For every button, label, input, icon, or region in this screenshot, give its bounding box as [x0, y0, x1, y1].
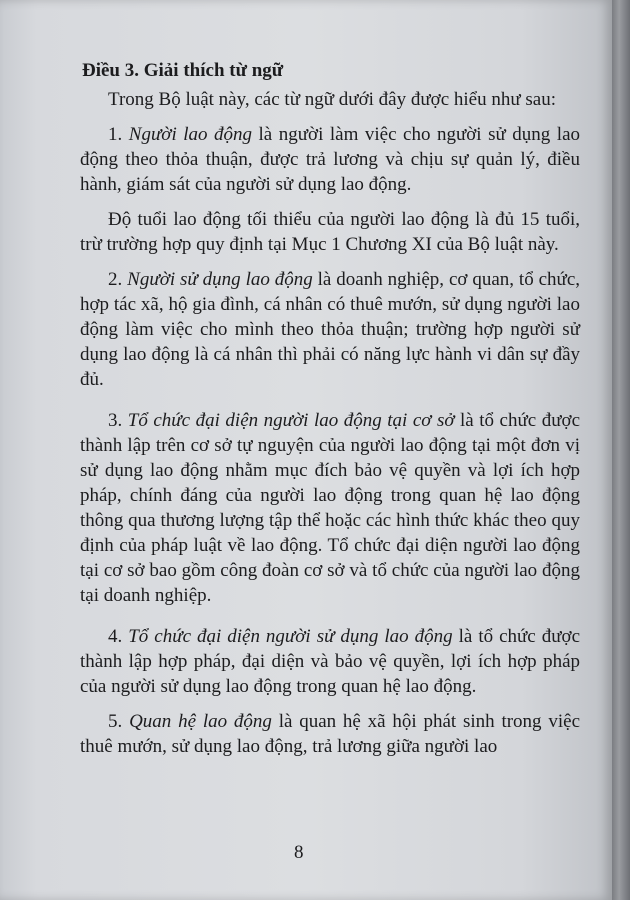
definition-text: là quan hệ xã hội phát sinh trong việc thuê mướn, sử dụng lao động, trả lương giữa người lao [80, 711, 580, 757]
defined-term: Quan hệ lao động [129, 711, 272, 732]
definition-5 [80, 709, 580, 759]
defined-term: Tổ chức đại diện người sử dụng lao động [128, 626, 453, 647]
book-spine-edge [612, 0, 630, 900]
item-prefix: 3. [108, 410, 128, 431]
definition-1 [80, 122, 580, 197]
intro-paragraph: Trong Bộ luật này, các từ ngữ dưới đây được hiểu như sau: [108, 89, 557, 110]
item-prefix: 1. [108, 124, 129, 145]
item-prefix: 5. [108, 711, 130, 732]
definition-text: là doanh nghiệp, cơ quan, tổ chức, hợp tác xã, hộ gia đình, cá nhân có thuê mướn, sử dụng người lao động làm việc cho mình theo thỏa thuận; trường hợp người sử dụng lao động là cá nhân thì phải có năng lực hành vi dân sự đầy đủ. [80, 269, 581, 390]
defined-term: Người sử dụng lao động [127, 269, 313, 290]
definition-3 [80, 408, 580, 608]
defined-term: Tổ chức đại diện người lao động tại cơ sở [127, 410, 455, 431]
page-number: 8 [294, 842, 304, 863]
article-heading: Điều 3. Giải thích từ ngữ [82, 60, 284, 81]
defined-term: Người lao động [128, 124, 253, 145]
definition-text: là người làm việc cho người sử dụng lao động theo thỏa thuận, được trả lương và chịu sự quản lý, điều hành, giám sát của người sử dụng lao động. [80, 124, 581, 195]
item-prefix: 2. [108, 269, 128, 290]
definition-2 [80, 267, 580, 392]
item-prefix: 4. [108, 626, 129, 647]
working-age-paragraph [80, 207, 580, 257]
definition-4 [80, 624, 580, 699]
page-content [80, 58, 580, 759]
paragraph-text: Độ tuổi lao động tối thiểu của người lao động là đủ 15 tuổi, trừ trường hợp quy định tại Mục 1 Chương XI của Bộ luật này. [80, 209, 580, 255]
definition-text: là tổ chức được thành lập trên cơ sở tự nguyện của người lao động tại một đơn vị sử dụng lao động nhằm mục đích bảo vệ quyền và lợi ích hợp pháp, chính đáng của người lao động trong quan hệ lao động thông qua thương lượng tập thể hoặc các hình thức khác theo quy định của pháp luật về lao động. Tổ chức đại diện người lao động tại cơ sở bao gồm công đoàn cơ sở và tổ chức của người lao động tại doanh nghiệp. [80, 410, 581, 606]
definition-text: là tổ chức được thành lập hợp pháp, đại diện và bảo vệ quyền, lợi ích hợp pháp của người sử dụng lao động trong quan hệ lao động. [80, 626, 580, 697]
